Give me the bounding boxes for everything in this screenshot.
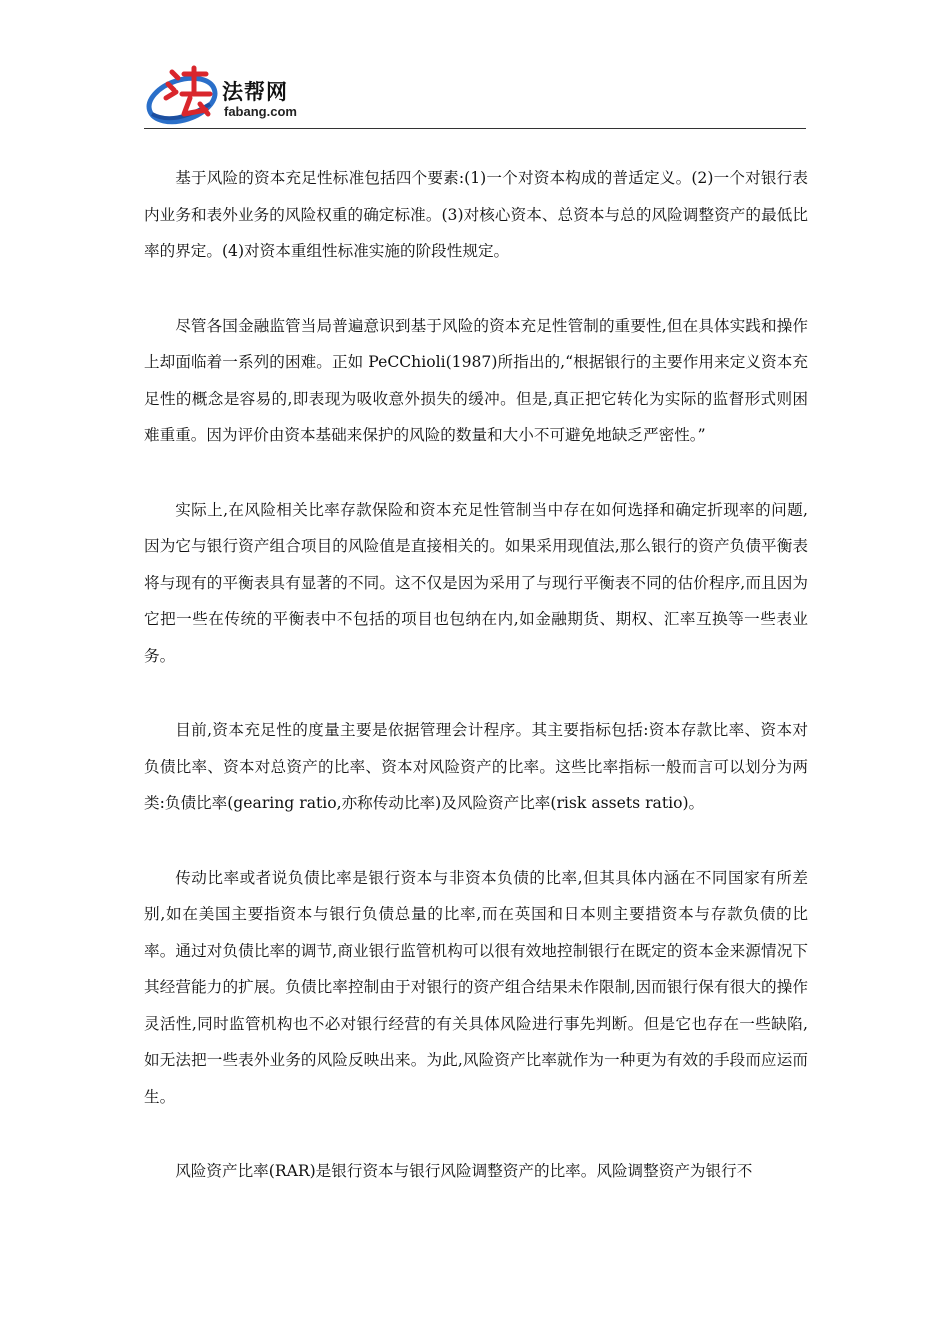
brand-name-domain: fabang.com [224,104,297,119]
paragraph: 传动比率或者说负债比率是银行资本与非资本负债的比率,但其具体内涵在不同国家有所差别,如在美国主要指资本与银行负债总量的比率,而在英国和日本则主要措资本与存款负债的比率。通过对负债比率的调节,商业银行监管机构可以很有效地控制银行在既定的资本金来源情况下其经营能力的扩展。负债比率控制由于对银行的资产组合结果未作限制,因而银行保有很大的操作灵活性,同时监管机构也不必对银行经营的有关具体风险进行事先判断。但是它也存在一些缺陷,如无法把一些表外业务的风险反映出来。为此,风险资产比率就作为一种更为有效的手段而应运而生。 [144,868,808,1106]
header-divider [144,128,806,129]
paragraph: 风险资产比率(RAR)是银行资本与银行风险调整资产的比率。风险调整资产为银行不 [175,1162,753,1180]
paragraph: 目前,资本充足性的度量主要是依据管理会计程序。其主要指标包括:资本存款比率、资本对负债比率、资本对总资产的比率、资本对风险资产的比率。这些比率指标一般而言可以划分为两类:负债比率(gearing ratio,亦称传动比率)及风险资产比率(risk assets ratio)。 [144,721,808,812]
paragraph: 基于风险的资本充足性标准包括四个要素:(1)一个对资本构成的普适定义。(2)一个对银行表内业务和表外业务的风险权重的确定标准。(3)对核心资本、总资本与总的风险调整资产的最低比率的界定。(4)对资本重组性标准实施的阶段性规定。 [144,169,808,260]
paragraph: 实际上,在风险相关比率存款保险和资本充足性管制当中存在如何选择和确定折现率的问题,因为它与银行资产组合项目的风险值是直接相关的。如果采用现值法,那么银行的资产负债平衡表将与现有的平衡表具有显著的不同。这不仅是因为采用了与现行平衡表不同的估价程序,而且因为它把一些在传统的平衡表中不包括的项目也包纳在内,如金融期货、期权、汇率互换等一些表业务。 [144,500,808,665]
paragraph: 尽管各国金融监管当局普遍意识到基于风险的资本充足性管制的重要性,但在具体实践和操作上却面临着一系列的困难。正如 PeCChioli(1987)所指出的,“根据银行的主要作用来定义资本充足性的概念是容易的,即表现为吸收意外损失的缓冲。但是,真正把它转化为实际的监督形式则困难重重。因为评价由资本基础来保护的风险的数量和大小不可避免地缺乏严密性。” [144,316,808,444]
document-body [144,160,808,1228]
page-header [144,62,806,130]
fabang-logo [144,64,314,126]
brand-name-chinese: 法帮网 [222,80,288,104]
